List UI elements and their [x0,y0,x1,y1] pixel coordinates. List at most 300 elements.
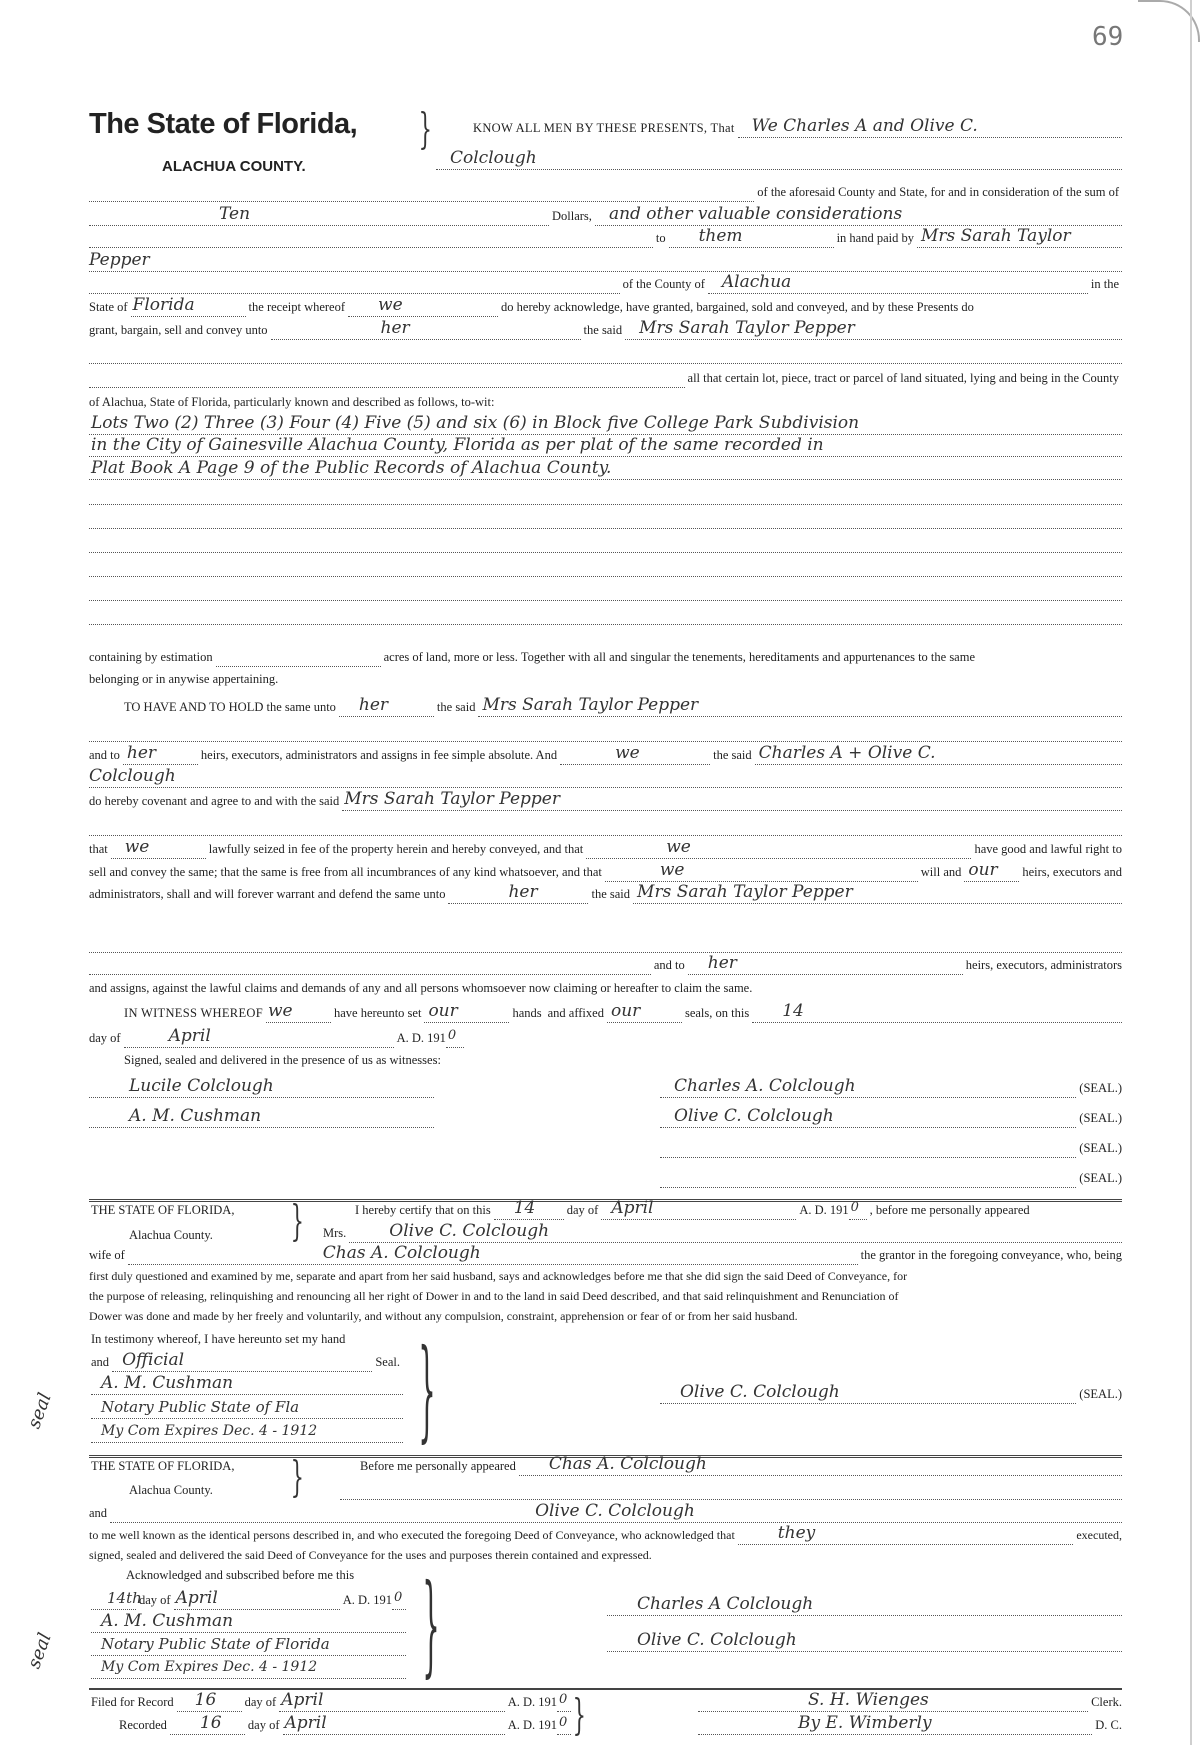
sell-convey-line [89,858,1122,882]
grantors-field-2 [89,765,1122,788]
that-line [89,835,1122,859]
grantors-handwriting: We Charles A and Olive C. [751,116,978,136]
assigns-line [89,974,1122,998]
state-field [131,294,246,317]
recorded-month-handwriting: April [284,1713,327,1733]
affixed-our-handwriting: our [610,1001,641,1021]
receipt-field [348,294,498,317]
containing-line [89,643,1122,667]
county-line [89,270,1122,294]
description-field [89,434,1122,457]
blank-field [89,813,1122,836]
to-whom-field [669,225,834,248]
and-to-field [123,742,198,765]
grantors-field-2 [436,147,1122,170]
blank-field [89,341,1122,364]
notary-handwriting: Notary Public State of Florida [101,1635,330,1653]
year-field [557,1689,571,1712]
defend-name-field [633,881,1122,904]
year-handwriting: 0 [850,1200,859,1215]
belonging-line [89,665,1122,689]
notary-handwriting: A. M. Cushman [101,1611,234,1631]
notary-handwriting: Notary Public State of Fla [101,1398,300,1416]
signer-signature [660,1105,1076,1128]
blank-field [89,482,1122,505]
filed-day-handwriting: 16 [194,1690,217,1710]
cert-paragraph-text: the purpose of releasing, relinquishing and renouncing all her right of Dower in and to the land in said Deed described, and that said relinquishment and Renunciation of [89,1289,899,1303]
all-that-text: all that certain lot, piece, tract or parcel of land situated, lying and being in the County [687,371,1119,385]
husband-handwriting: Chas A. Colclough [322,1243,481,1263]
to-have-name-handwriting: Mrs Sarah Taylor Pepper [482,695,699,715]
blank-line [89,577,1122,601]
ad-label: A. D. 191 [396,1031,446,1045]
year-field [392,1587,406,1610]
receipt-label: the receipt whereof [248,300,346,314]
grantors-line-2 [436,146,1122,170]
signed-presence-text: Signed, sealed and delivered in the presence of us as witnesses: [124,1053,441,1067]
signer-signature [660,1165,1076,1188]
notary-handwriting: My Com Expires Dec. 4 - 1912 [101,1659,318,1675]
receipt-handwriting: we [378,295,403,315]
appeared-text: , before me personally appeared [869,1203,1030,1217]
notary-field [91,1610,406,1633]
cert-paragraph-text: Dower was done and made by her freely and voluntarily, and without any compulsion, constraint, apprehension or fear of or from her said husband. [89,1309,798,1323]
filed-month-field [279,1689,504,1712]
will-our-handwriting: our [968,860,998,880]
wife-of-label: wife of [89,1248,125,1262]
testimony-text: In testimony whereof, I have hereunto set my hand [91,1332,346,1346]
dollars-line [89,202,1122,226]
ack-signature-handwriting: Olive C. Colclough [637,1630,797,1650]
signer-line [660,1104,1122,1128]
heirs-exec-text: heirs, executors and [1022,865,1122,879]
witness-whereof-line [89,999,1122,1023]
dc-label: D. C. [1095,1718,1122,1732]
description-field [89,457,1122,480]
recorded-line [91,1711,571,1735]
county-label: of the County of [622,277,705,291]
ack-state [91,1452,237,1476]
hand-label: hands [512,1006,542,1020]
day-field [752,1000,1122,1023]
grantors-handwriting-2: Colclough [89,766,176,786]
covenant-handwriting: Mrs Sarah Taylor Pepper [344,789,560,809]
witness-handwriting: Lucile Colclough [129,1076,274,1096]
brace: } [572,1690,587,1739]
blank-field [89,719,1122,742]
to-label: to [655,231,666,245]
recorded-day-handwriting: 16 [199,1713,222,1733]
aforesaid-text: of the aforesaid County and State, for and in consideration of the sum of [757,185,1119,199]
notary-line [91,1609,406,1633]
filed-line [91,1688,571,1712]
blank-line [340,1476,1122,1500]
to-have-field [339,694,434,717]
grant-to-handwriting: her [380,318,410,338]
ack-month-field [174,1587,340,1610]
defend-who-handwriting: her [508,882,538,902]
good-right-text: have good and lawful right to [974,842,1122,856]
county-heading: ALACHUA COUNTY. [162,158,306,175]
notary-field [91,1396,403,1419]
grantors-field [738,115,1122,138]
description-field [89,412,1122,435]
subscribed-line [91,1561,406,1585]
state-line [89,293,1122,317]
state-handwriting: Florida [132,295,195,315]
grantee-handwriting: Mrs Sarah Taylor [921,226,1071,246]
will-our-field [964,859,1019,882]
blank-line [89,929,1122,953]
document-title: The State of Florida, [89,108,358,140]
person2-field [110,1500,1122,1523]
paid-by-label: in hand paid by [836,231,914,245]
clerk-handwriting: S. H. Wienges [808,1690,929,1710]
subscribed-text: Acknowledged and subscribed before me this [126,1568,355,1582]
witness-who-handwriting: we [267,1001,293,1021]
ack-day-handwriting: 14th [107,1589,142,1607]
seal-label: (SEAL.) [1079,1171,1122,1185]
witness-whereof-label: IN WITNESS WHEREOF [124,1006,263,1020]
blank-line [89,481,1122,505]
covenant-line [89,787,1122,811]
blank-line [89,601,1122,625]
assigns-text: and assigns, against the lawful claims and demands of any and all persons whomsoever now claiming or hereafter to claim the same. [89,981,753,995]
cert-state [91,1196,237,1220]
witness-line [89,1104,434,1128]
other-consideration-handwriting: and other valuable considerations [608,204,903,224]
blank-field [89,271,620,294]
notary-field [91,1372,403,1395]
official-seal-line [91,1348,403,1372]
seized-field [586,836,971,859]
state-of-label: State of [89,300,128,314]
and-to-label: and to [89,748,120,762]
cert-paragraph-line [89,1302,1122,1326]
day-of-line [89,1024,1122,1048]
day-of-label: day of [89,1031,121,1045]
seal-word: Seal. [375,1355,400,1369]
seal-label: (SEAL.) [1079,1141,1122,1155]
grantee-full-handwriting: Mrs Sarah Taylor Pepper [639,318,855,338]
grantors-handwriting: Charles A + Olive C. [758,743,936,763]
ack-signature-handwriting: Charles A Colclough [637,1594,814,1614]
set-our-handwriting: our [428,1001,458,1021]
notary-line [91,1371,403,1395]
blank-field [340,1477,1122,1500]
notary-line [91,1655,406,1679]
witness-signature [89,1105,434,1128]
cert-day-field [494,1197,564,1220]
notary-line [91,1395,403,1419]
dollars-label: Dollars, [552,209,592,223]
sum-handwriting: Ten [219,204,251,224]
seal-label: (SEAL.) [1079,1081,1122,1095]
blank-field [89,506,1122,529]
certify-line [355,1196,1122,1220]
seal-mark: seal [23,1630,56,1672]
official-handwriting: Official [122,1350,185,1370]
that-field [111,836,206,859]
signer-signature [660,1075,1076,1098]
recorded-label: Recorded [119,1718,167,1732]
executed-text: executed, [1076,1528,1122,1542]
grantee-handwriting-2: Pepper [89,250,150,270]
and-label: and [89,1506,108,1520]
signer-handwriting: Olive C. Colclough [674,1106,834,1126]
notary-handwriting: My Com Expires Dec. 4 - 1912 [101,1423,318,1439]
notary-line [91,1632,406,1656]
cert-paragraph-text: first duly questioned and examined by me, separate and apart from her said husband, says and acknowledges before me that she did sign the said Deed of Conveyance, for [89,1269,908,1283]
hereunto-set-label: have hereunto set [333,1006,422,1020]
signer-signature [660,1135,1076,1158]
person2-handwriting: Olive C. Colclough [535,1501,695,1521]
notary-field [91,1633,406,1656]
brace: } [418,104,433,153]
county-handwriting: Alachua [721,272,792,292]
blank-field [89,530,1122,553]
blank-field [89,578,1122,601]
testimony-line [91,1325,403,1349]
person1-field [519,1453,1122,1476]
to-have-line [89,693,1122,717]
ack-county [126,1476,216,1500]
cert-month-field [601,1197,796,1220]
seal-label: (SEAL.) [1079,1111,1122,1125]
person1-handwriting: Chas A. Colclough [548,1454,707,1474]
defend-name-handwriting: Mrs Sarah Taylor Pepper [637,882,853,902]
ad-label: A. D. 191 [799,1203,849,1217]
notary-field [91,1656,406,1679]
of-alachua-text: of Alachua, State of Florida, particularly known and described as follows, to-wit: [89,395,495,409]
signer-line [660,1074,1122,1098]
filed-label: Filed for Record [91,1695,174,1709]
administrators-line [89,880,1122,904]
cert-state-text: THE STATE OF FLORIDA, [91,1203,235,1217]
year-handwriting: 0 [559,1692,568,1707]
ad-label: A. D. 191 [342,1593,392,1607]
seal-on-this-label: seals, on this [684,1006,750,1020]
dc-line [698,1711,1122,1735]
that-handwriting: we [124,837,150,857]
and-to-heirs-line [89,951,1122,975]
and-to-heirs-handwriting: her [707,953,737,973]
ack-and-line [89,1499,1122,1523]
and-to-line [89,741,1122,765]
grantee-field [917,225,1122,248]
witness-handwriting: A. M. Cushman [129,1106,262,1126]
year-handwriting: 0 [559,1715,568,1730]
grantor-text: the grantor in the foregoing conveyance, who, being [860,1248,1122,1262]
administrators-text: administrators, shall and will forever warrant and defend the same unto [89,887,446,901]
signer-line [660,1134,1122,1158]
and-to-label: and to [653,958,685,972]
clerk-label: Clerk. [1091,1695,1122,1709]
description-line [89,433,1122,457]
affixed-label: and affixed [547,1006,604,1020]
heirs-exec-admin-text: heirs, executors, administrators [965,958,1122,972]
clerk-signature [698,1689,1088,1712]
seized-text: lawfully seized in fee of the property herein and hereby conveyed, and that [208,842,584,856]
signed-presence-line [89,1046,1122,1070]
covenant-field [342,788,1122,811]
the-said-label: the said [436,700,476,714]
grant-line [89,316,1122,340]
ack-signer-line [607,1592,1122,1616]
heirs-fee-text: heirs, executors, administrators and assigns in fee simple absolute. And [200,748,558,762]
to-whom-handwriting: them [698,226,743,246]
in-the-label: in the [1090,277,1119,291]
day-of-label: day of [139,1593,171,1607]
blank-line [89,553,1122,577]
acknowledge-text: do hereby acknowledge, have granted, bargained, sold and conveyed, and by these Presents do [501,300,974,314]
brace: } [418,1325,436,1453]
the-said-label: the said [591,887,631,901]
cert-signature-handwriting: Olive C. Colclough [680,1382,840,1402]
ad-label: A. D. 191 [507,1695,557,1709]
ack-signer-line [607,1628,1122,1652]
day-of-label: day of [566,1203,599,1217]
recorded-month-field [283,1712,505,1735]
notary-field [91,1420,403,1443]
blank-field [89,225,653,248]
belonging-text: belonging or in anywise appertaining. [89,672,279,686]
to-have-name-field [478,694,1122,717]
year-field [849,1197,867,1220]
brace: } [422,1560,440,1688]
blank-line [89,529,1122,553]
ack-state-text: THE STATE OF FLORIDA, [91,1459,235,1473]
blank-line [89,505,1122,529]
they-handwriting: they [777,1523,816,1543]
mrs-label: Mrs. [323,1226,347,1240]
and-who-handwriting: we [615,743,640,763]
blank-line [89,812,1122,836]
and-to-heirs-field [688,952,963,975]
blank-field [89,602,1122,625]
notary-line [91,1419,403,1443]
sum-field [89,203,549,226]
of-alachua-line [89,388,1122,412]
covenant-text: do hereby covenant and agree to and with the said [89,794,340,808]
grant-label: grant, bargain, sell and convey unto [89,323,268,337]
blank-field [89,365,685,388]
blank-line [89,718,1122,742]
cert-signer-line [660,1380,1122,1404]
witness-signature [89,1075,434,1098]
grant-to-field [271,317,581,340]
before-me-text: Before me personally appeared [360,1459,516,1473]
grantors-field [755,742,1122,765]
day-of-label: day of [247,1718,280,1732]
affixed-our-field [607,1000,682,1023]
year-handwriting: 0 [394,1590,403,1605]
ack-day-field [91,1587,142,1610]
year-field [446,1025,464,1048]
signer-line [660,1164,1122,1188]
cert-county-text: Alachua County. [129,1228,213,1242]
cert-signature [660,1381,1076,1404]
ack-month-handwriting: April [175,1588,218,1608]
blank-field [89,179,754,202]
ack-signature [607,1593,1122,1616]
month-field [124,1025,394,1048]
notary-handwriting: A. M. Cushman [101,1373,234,1393]
cert-month-handwriting: April [611,1198,654,1218]
filed-day-field [177,1689,242,1712]
description-line [89,456,1122,480]
intro-text: KNOW ALL MEN BY THESE PRESENTS, That [473,121,735,135]
blank-field [89,930,1122,953]
aforesaid-line [89,178,1122,202]
clerk-line [698,1688,1122,1712]
will-who-field [605,859,918,882]
blank-line [89,340,1122,364]
description-handwriting: in the City of Gainesville Alachua County, Florida as per plat of the same recorded in [91,435,824,455]
ad-label: A. D. 191 [507,1718,557,1732]
seized-handwriting: we [666,837,691,857]
acres-field [216,644,381,667]
month-handwriting: April [168,1026,211,1046]
acres-text: acres of land, more or less. Together with all and singular the tenements, hereditaments and appurtenances to the same [383,650,975,664]
grantee-field-2 [89,249,1122,272]
certify-text: I hereby certify that on this [355,1203,491,1217]
the-said-label: the said [583,323,623,337]
sell-convey-text: sell and convey the same; that the same is free from all incumbrances of any kind whatsoever, and that [89,865,602,879]
description-line [89,411,1122,435]
ack-county-text: Alachua County. [129,1483,213,1497]
brace: } [290,1196,305,1245]
to-line [89,224,1122,248]
to-have-label: TO HAVE AND TO HOLD the same unto [124,700,336,714]
grantors-handwriting-2: Colclough [450,148,537,168]
dc-handwriting: By E. Wimberly [798,1713,932,1733]
witness-who-field [266,1000,331,1023]
other-consideration-field [595,203,1122,226]
ack-day-line [91,1586,406,1610]
wife-name-handwriting: Olive C. Colclough [389,1221,550,1241]
blank-field [89,554,1122,577]
year-field [557,1712,571,1735]
mrs-line [320,1219,1122,1243]
all-that-line [89,364,1122,388]
will-and-label: will and [920,865,962,879]
witness-line [89,1074,434,1098]
and-to-handwriting: her [126,743,157,763]
seal-label: (SEAL.) [1079,1387,1122,1401]
description-handwriting: Lots Two (2) Three (3) Four (4) Five (5) and six (6) in Block five College Park Subdivision [91,413,860,433]
grantors-line-2 [89,764,1122,788]
that-label: that [89,842,108,856]
containing-label: containing by estimation [89,650,213,664]
dc-signature [698,1712,1092,1735]
year-handwriting: 0 [447,1028,457,1043]
day-handwriting: 14 [782,1001,804,1021]
description-handwriting: Plat Book A Page 9 of the Public Records of Alachua County. [91,458,612,478]
before-me-line [360,1452,1122,1476]
official-field [112,1349,372,1372]
day-of-label: day of [244,1695,277,1709]
and-who-field [560,742,710,765]
brace: } [290,1452,305,1501]
signed-text: signed, sealed and delivered the said Deed of Conveyance for the uses and purposes therein contained and expressed. [89,1548,652,1562]
recorded-day-field [170,1712,245,1735]
county-field [708,271,1088,294]
wife-name-field [349,1220,1122,1243]
intro-line [470,114,1122,138]
cert-day-handwriting: 14 [513,1198,536,1218]
blank-field [89,952,651,975]
